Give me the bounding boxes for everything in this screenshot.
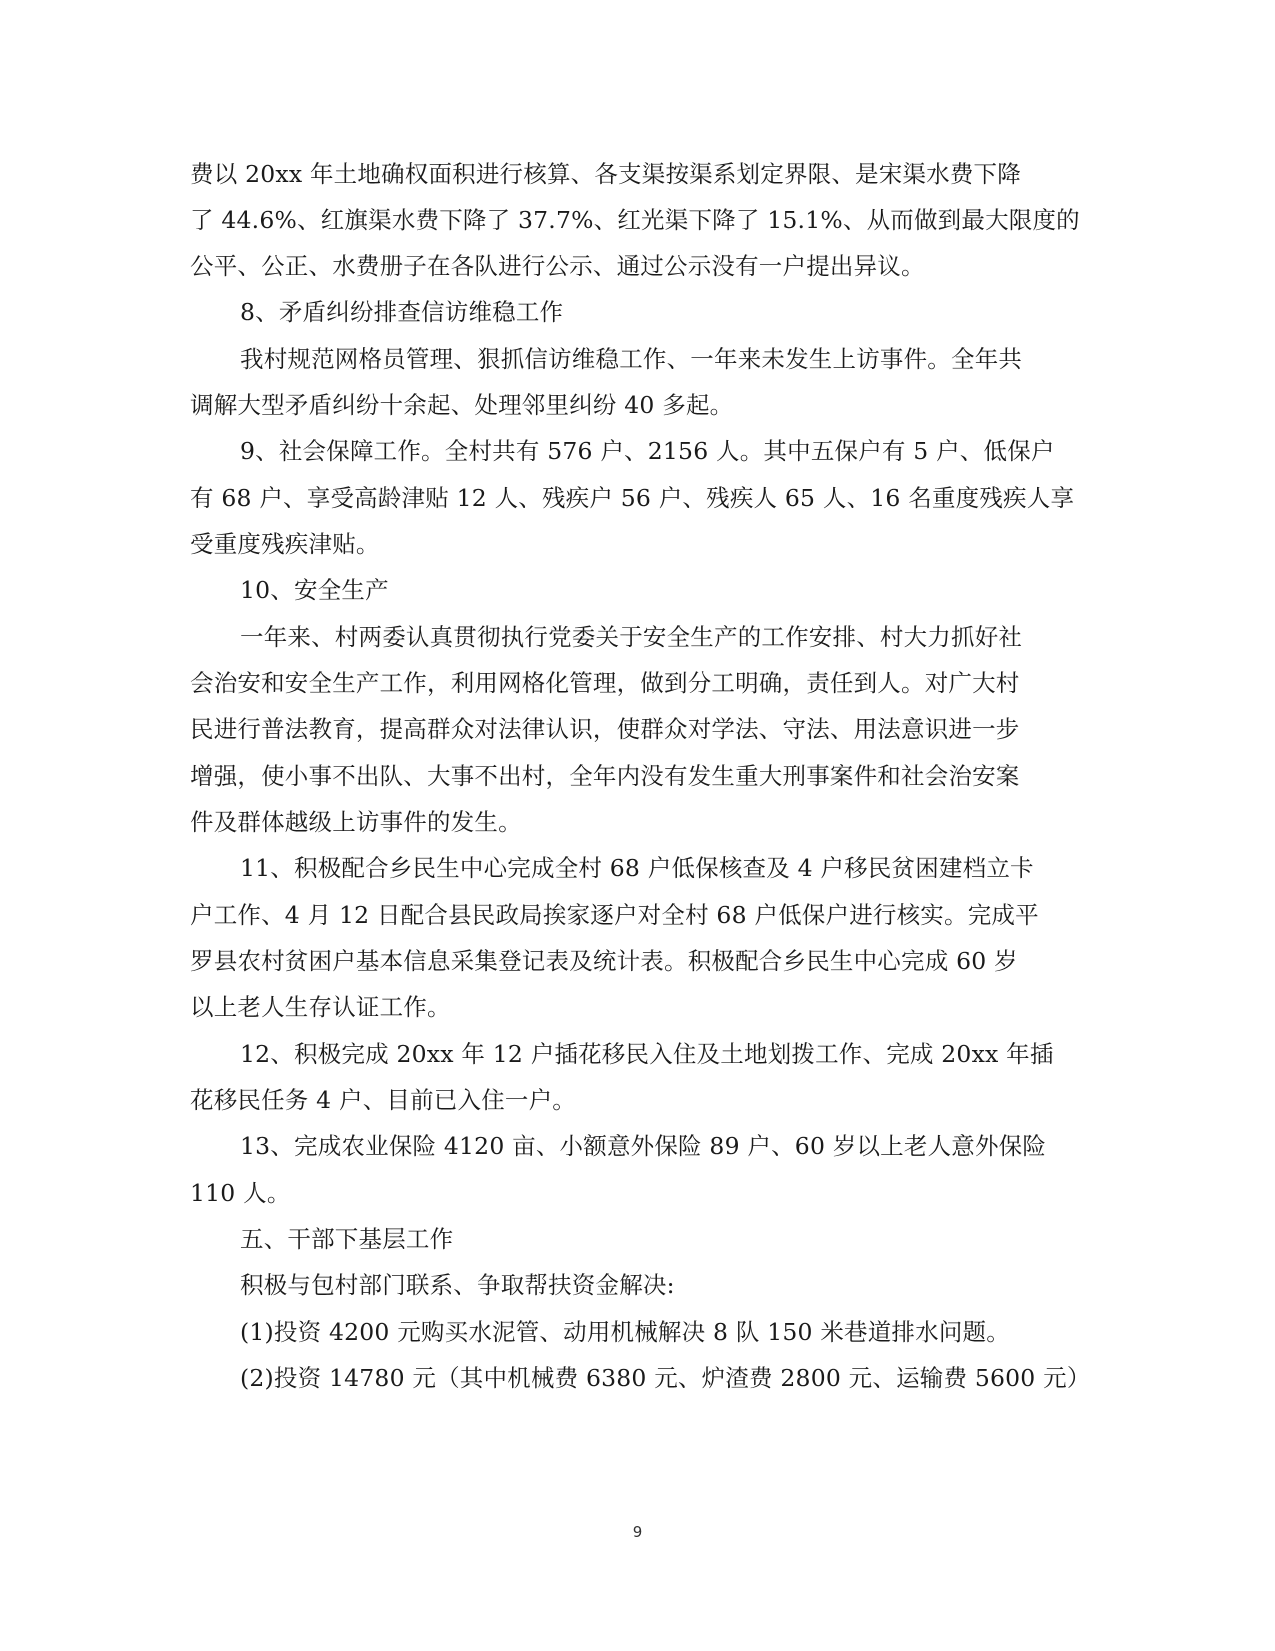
section-heading: 8、矛盾纠纷排查信访维稳工作 xyxy=(240,298,564,326)
paragraph-line: 了 44.6%、红旗渠水费下降了 37.7%、红光渠下降了 15.1%、从而做到最大限度的 xyxy=(190,206,1080,234)
paragraph-line: 一年来、村两委认真贯彻执行党委关于安全生产的工作安排、村大力抓好社 xyxy=(240,623,1023,651)
paragraph-line: 户工作、4 月 12 日配合县民政局挨家逐户对全村 68 户低保户进行核实。完成平 xyxy=(190,901,1039,929)
paragraph-line: 积极与包村部门联系、争取帮扶资金解决: xyxy=(240,1271,675,1299)
list-item: (1)投资 4200 元购买水泥管、动用机械解决 8 队 150 米巷道排水问题。 xyxy=(240,1318,1010,1346)
paragraph-line: 民进行普法教育，提高群众对法律认识，使群众对学法、守法、用法意识进一步 xyxy=(190,715,1020,743)
paragraph-line: 件及群体越级上访事件的发生。 xyxy=(190,808,522,836)
paragraph-line: 13、完成农业保险 4120 亩、小额意外保险 89 户、60 岁以上老人意外保险 xyxy=(240,1132,1047,1160)
paragraph-line: 花移民任务 4 户、目前已入住一户。 xyxy=(190,1086,576,1114)
page-number: 9 xyxy=(632,1523,643,1541)
paragraph-line: 费以 20xx 年土地确权面积进行核算、各支渠按渠系划定界限、是宋渠水费下降 xyxy=(190,160,1021,188)
paragraph-line: 以上老人生存认证工作。 xyxy=(190,993,451,1021)
paragraph-line: 我村规范网格员管理、狠抓信访维稳工作、一年来未发生上访事件。全年共 xyxy=(240,345,1023,373)
paragraph-line: 增强，使小事不出队、大事不出村，全年内没有发生重大刑事案件和社会治安案 xyxy=(190,762,1020,790)
paragraph-line: 12、积极完成 20xx 年 12 户插花移民入住及土地划拨工作、完成 20xx 年插 xyxy=(240,1040,1054,1068)
paragraph-line: 罗县农村贫困户基本信息采集登记表及统计表。积极配合乡民生中心完成 60 岁 xyxy=(190,947,1018,975)
section-heading: 五、干部下基层工作 xyxy=(240,1225,454,1253)
paragraph-line: 9、社会保障工作。全村共有 576 户、2156 人。其中五保户有 5 户、低保户 xyxy=(240,437,1055,465)
paragraph-line: 受重度残疾津贴。 xyxy=(190,530,380,558)
paragraph-line: 有 68 户、享受高龄津贴 12 人、残疾户 56 户、残疾人 65 人、16 名重度残疾人享 xyxy=(190,484,1075,512)
list-item: (2)投资 14780 元（其中机械费 6380 元、炉渣费 2800 元、运输费 5600 元） xyxy=(240,1364,1091,1392)
paragraph-line: 会治安和安全生产工作，利用网格化管理，做到分工明确，责任到人。对广大村 xyxy=(190,669,1020,697)
paragraph-line: 11、积极配合乡民生中心完成全村 68 户低保核查及 4 户移民贫困建档立卡 xyxy=(240,854,1034,882)
section-heading: 10、安全生产 xyxy=(240,576,389,604)
paragraph-line: 公平、公正、水费册子在各队进行公示、通过公示没有一户提出异议。 xyxy=(190,252,925,280)
paragraph-line: 调解大型矛盾纠纷十余起、处理邻里纠纷 40 多起。 xyxy=(190,391,734,419)
paragraph-line: 110 人。 xyxy=(190,1179,291,1207)
